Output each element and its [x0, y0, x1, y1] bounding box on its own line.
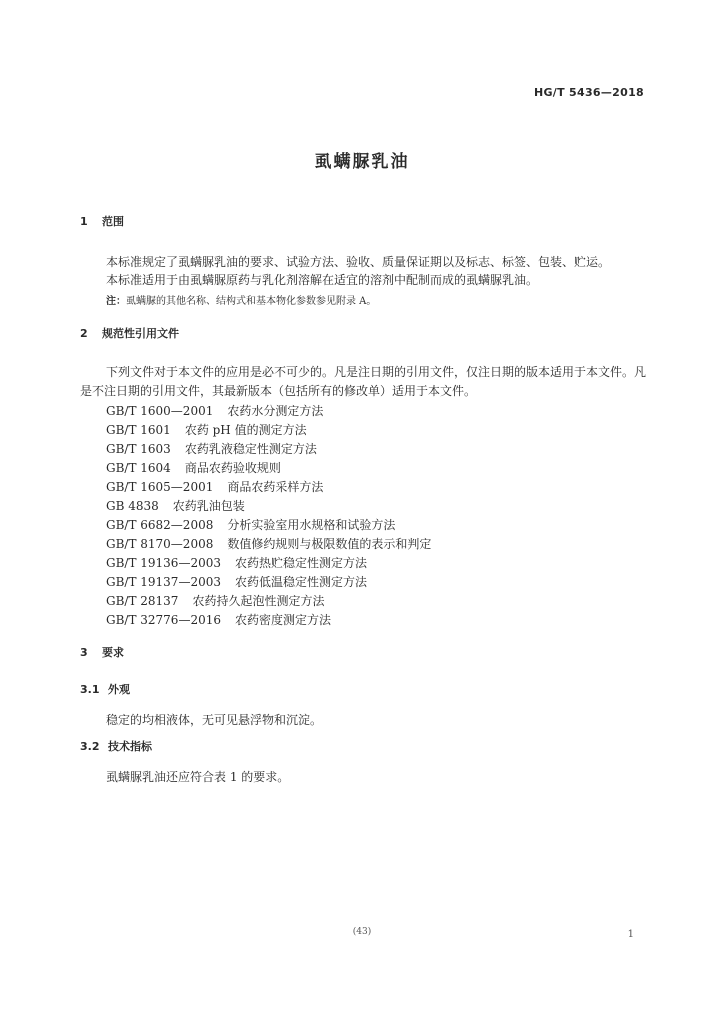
section-3-1-heading	[80, 681, 130, 697]
reference-item	[106, 478, 323, 495]
reference-name: 分析实验室用水规格和试验方法	[227, 518, 396, 532]
reference-item	[106, 497, 245, 514]
section-number: 3.1	[80, 683, 100, 696]
reference-item	[106, 459, 281, 476]
reference-item	[106, 611, 331, 628]
reference-item	[106, 535, 431, 552]
reference-code: GB/T 28137	[106, 594, 179, 608]
section-number: 1	[80, 215, 88, 228]
reference-item	[106, 573, 367, 590]
standard-code: HG/T 5436—2018	[533, 86, 644, 99]
section-number: 3	[80, 646, 88, 659]
section-2-heading	[80, 325, 179, 341]
reference-code: GB/T 8170—2008	[106, 537, 214, 551]
technical-indicators-text: 虱螨脲乳油还应符合表 1 的要求。	[106, 770, 290, 784]
reference-code: GB/T 6682—2008	[106, 518, 214, 532]
section-title: 外观	[108, 683, 130, 696]
reference-name: 农药持久起泡性测定方法	[192, 594, 325, 608]
reference-name: 农药乳液稳定性测定方法	[184, 442, 317, 456]
reference-item	[106, 440, 317, 457]
reference-code: GB/T 1601	[106, 423, 171, 437]
scope-note	[106, 292, 376, 307]
reference-code: GB/T 19137—2003	[106, 575, 221, 589]
reference-name: 农药热贮稳定性测定方法	[234, 556, 367, 570]
section-3-heading	[80, 644, 124, 660]
section-title: 范围	[102, 215, 124, 228]
reference-code: GB/T 19136—2003	[106, 556, 221, 570]
note-text: 虱螨脲的其他名称、结构式和基本物化参数参见附录 A。	[126, 296, 377, 307]
section-3-2-heading	[80, 738, 152, 754]
note-label: 注：	[106, 296, 126, 307]
section-number: 3.2	[80, 740, 100, 753]
scope-paragraph-1: 本标准规定了虱螨脲乳油的要求、试验方法、验收、质量保证期以及标志、标签、包装、贮运。	[106, 255, 611, 269]
reference-name: 农药 pH 值的测定方法	[184, 423, 307, 437]
reference-code: GB/T 1605—2001	[106, 480, 214, 494]
reference-code: GB/T 1604	[106, 461, 171, 475]
section-title: 规范性引用文件	[102, 327, 179, 340]
reference-code: GB/T 1600—2001	[106, 404, 214, 418]
reference-name: 农药水分测定方法	[227, 404, 324, 418]
references-intro: 下列文件对于本文件的应用是必不可少的。凡是注日期的引用文件，仅注日期的版本适用于本文件。凡是不注日期的引用文件，其最新版本（包括所有的修改单）适用于本文件。	[80, 365, 647, 398]
scope-paragraph-2: 本标准适用于由虱螨脲原药与乳化剂溶解在适宜的溶剂中配制而成的虱螨脲乳油。	[106, 273, 539, 287]
reference-name: 商品农药采样方法	[227, 480, 324, 494]
reference-name: 农药密度测定方法	[234, 613, 331, 627]
reference-item	[106, 592, 324, 609]
reference-code: GB/T 1603	[106, 442, 171, 456]
section-1-heading	[80, 213, 124, 229]
document-title: 虱螨脲乳油	[314, 152, 410, 172]
reference-item	[106, 402, 323, 419]
page-number: 1	[627, 929, 634, 940]
reference-item	[106, 421, 307, 438]
reference-code: GB/T 32776—2016	[106, 613, 221, 627]
appearance-text: 稳定的均相液体，无可见悬浮物和沉淀。	[106, 713, 323, 727]
section-title: 技术指标	[108, 740, 152, 753]
reference-code: GB 4838	[106, 499, 159, 513]
reference-name: 商品农药验收规则	[184, 461, 281, 475]
reference-item	[106, 554, 367, 571]
reference-name: 农药乳油包装	[172, 499, 245, 513]
section-number: 2	[80, 327, 88, 340]
section-title: 要求	[102, 646, 124, 659]
reference-name: 数值修约规则与极限数值的表示和判定	[227, 537, 432, 551]
footer-sequence-number: (43)	[352, 927, 372, 937]
reference-name: 农药低温稳定性测定方法	[234, 575, 367, 589]
reference-item	[106, 516, 395, 533]
